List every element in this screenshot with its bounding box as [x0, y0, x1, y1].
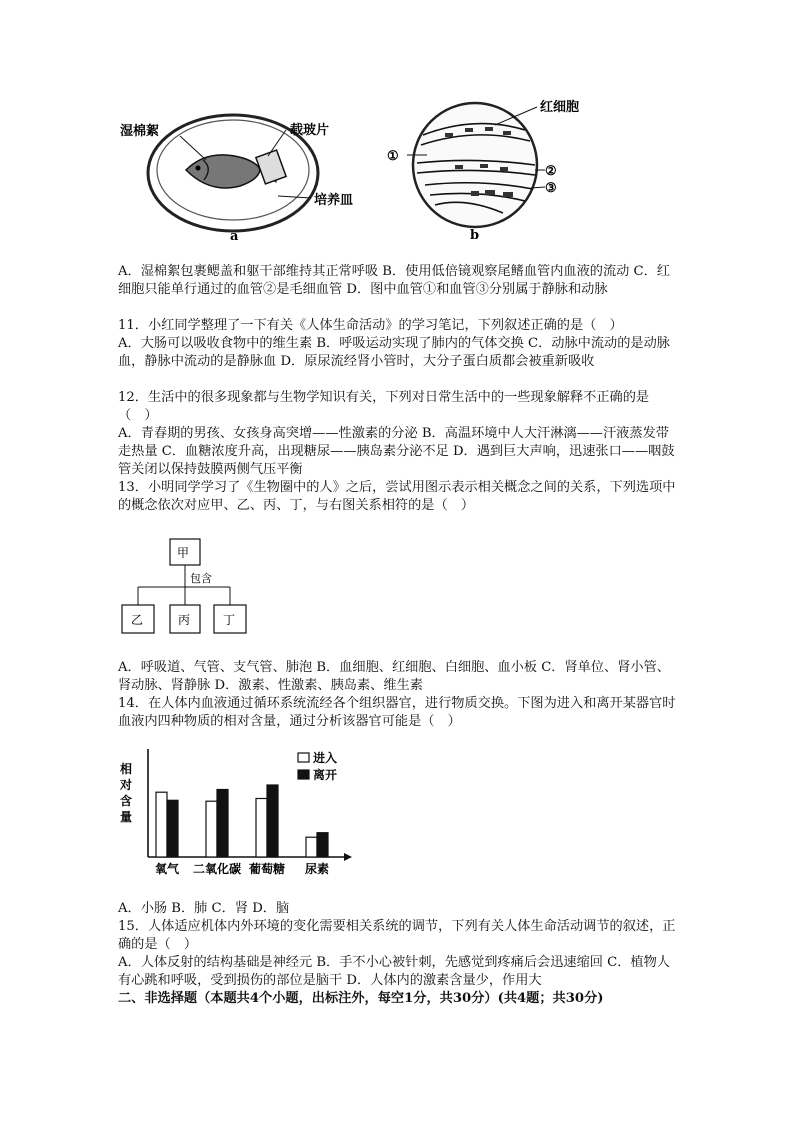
label-vessel-1: ① — [387, 149, 399, 164]
q11-stem: 11．小红同学整理了一下有关《人体生命活动》的学习笔记，下列叙述正确的是（ ） — [118, 318, 623, 333]
caption-b: b — [470, 228, 480, 243]
legend-swatch-in — [298, 753, 309, 762]
y-axis-label-2: 对 — [120, 778, 133, 792]
label-slide: 载玻片 — [290, 123, 330, 138]
bar-out-0 — [167, 800, 178, 857]
q12-options: A．青春期的男孩、女孩身高突增——性激素的分泌 B．高温环境中人大汗淋漓——汗液蒸发带走热量 C．血糖浓度升高，出现糖尿——胰岛素分泌不足 D．遇到巨大声响，迅速张口——咽鼓管关闭以保持鼓膜两侧气压平衡 — [118, 426, 675, 477]
y-axis-label-1: 相 — [120, 762, 133, 776]
caption-a: a — [230, 229, 239, 244]
y-axis-label-3: 含 — [120, 794, 133, 808]
x-tick-label-2: 葡萄糖 — [248, 862, 286, 876]
q14-stem: 14．在人体内血液通过循环系统流经各个组织器官，进行物质交换。下图为进入和离开某器官时血液内四种物质的相对含量，通过分析该器官可能是（ ） — [118, 696, 676, 729]
q13-stem: 13．小明同学学习了《生物圈中的人》之后，尝试用图示表示相关概念之间的关系，下列选项中的概念依次对应甲、乙、丙、丁，与右图关系相符的是（ ） — [118, 480, 676, 513]
bar-in-0 — [156, 792, 167, 857]
legend-label-in: 进入 — [313, 751, 338, 765]
concept-c3: 丁 — [223, 613, 236, 627]
x-tick-label-3: 尿素 — [304, 862, 330, 876]
figure-b-blood-vessels — [385, 95, 605, 245]
q12-stem: 12．生活中的很多现象都与生物学知识有关，下列对日常生活中的一些现象解释不正确的是（ ） — [118, 390, 650, 423]
label-vessel-2: ② — [545, 164, 557, 179]
bar-in-2 — [256, 799, 267, 858]
glass-slide-icon — [256, 150, 286, 184]
label-dish: 培养皿 — [314, 193, 354, 208]
concept-c1: 乙 — [131, 613, 144, 627]
figure-a-petri-dish — [118, 108, 378, 248]
concept-diagram — [118, 535, 258, 640]
label-rbc: 红细胞 — [540, 100, 580, 115]
bar-out-3 — [317, 833, 328, 857]
q11-options: A．大肠可以吸收食物中的维生素 B．呼吸运动实现了肺内的气体交换 C．动脉中流动的是动脉血，静脉中流动的是静脉血 D．原尿流经肾小管时，大分子蛋白质都会被重新吸收 — [118, 336, 670, 369]
legend-label-out: 离开 — [313, 768, 338, 782]
concept-c2: 丙 — [178, 613, 191, 627]
concept-top: 甲 — [177, 546, 190, 560]
bar-in-3 — [306, 837, 317, 857]
x-tick-label-0: 氧气 — [154, 862, 180, 876]
q10-options: A．湿棉絮包裹鳃盖和躯干部维持其正常呼吸 B．使用低倍镜观察尾鳍血管内血液的流动 C．红细胞只能单行通过的血管②是毛细血管 D．图中血管①和血管③分别属于静脉和动脉 — [118, 264, 670, 297]
concept-contains: 包含 — [190, 572, 212, 585]
section-2-heading: 二、非选择题（本题共4个小题，出标注外，每空1分，共30分）(共4题；共30分) — [118, 991, 604, 1006]
q15-stem: 15．人体适应机体内外环境的变化需要相关系统的调节，下列有关人体生命活动调节的叙述，正确的是（ ） — [118, 919, 676, 952]
q13-options: A．呼吸道、气管、支气管、肺泡 B．血细胞、红细胞、白细胞、血小板 C．肾单位、肾小管、肾动脉、肾静脉 D．激素、性激素、胰岛素、维生素 — [118, 660, 670, 693]
q14-options: A．小肠 B．肺 C．肾 D．脑 — [118, 901, 290, 916]
q15-options: A．人体反射的结构基础是神经元 B．手不小心被针刺，先感觉到疼痛后会迅速缩回 C．植物人有心跳和呼吸，受到损伤的部位是脑干 D．人体内的激素含量少，作用大 — [118, 955, 670, 988]
label-vessel-3: ③ — [545, 181, 557, 196]
y-axis-label-4: 量 — [120, 810, 133, 824]
bar-in-1 — [206, 801, 217, 857]
legend-swatch-out — [298, 770, 309, 779]
x-tick-label-1: 二氧化碳 — [192, 862, 242, 876]
label-cotton: 湿棉絮 — [120, 124, 160, 139]
bar-out-2 — [267, 785, 278, 857]
bar-chart — [118, 745, 363, 880]
bar-out-1 — [217, 790, 228, 858]
